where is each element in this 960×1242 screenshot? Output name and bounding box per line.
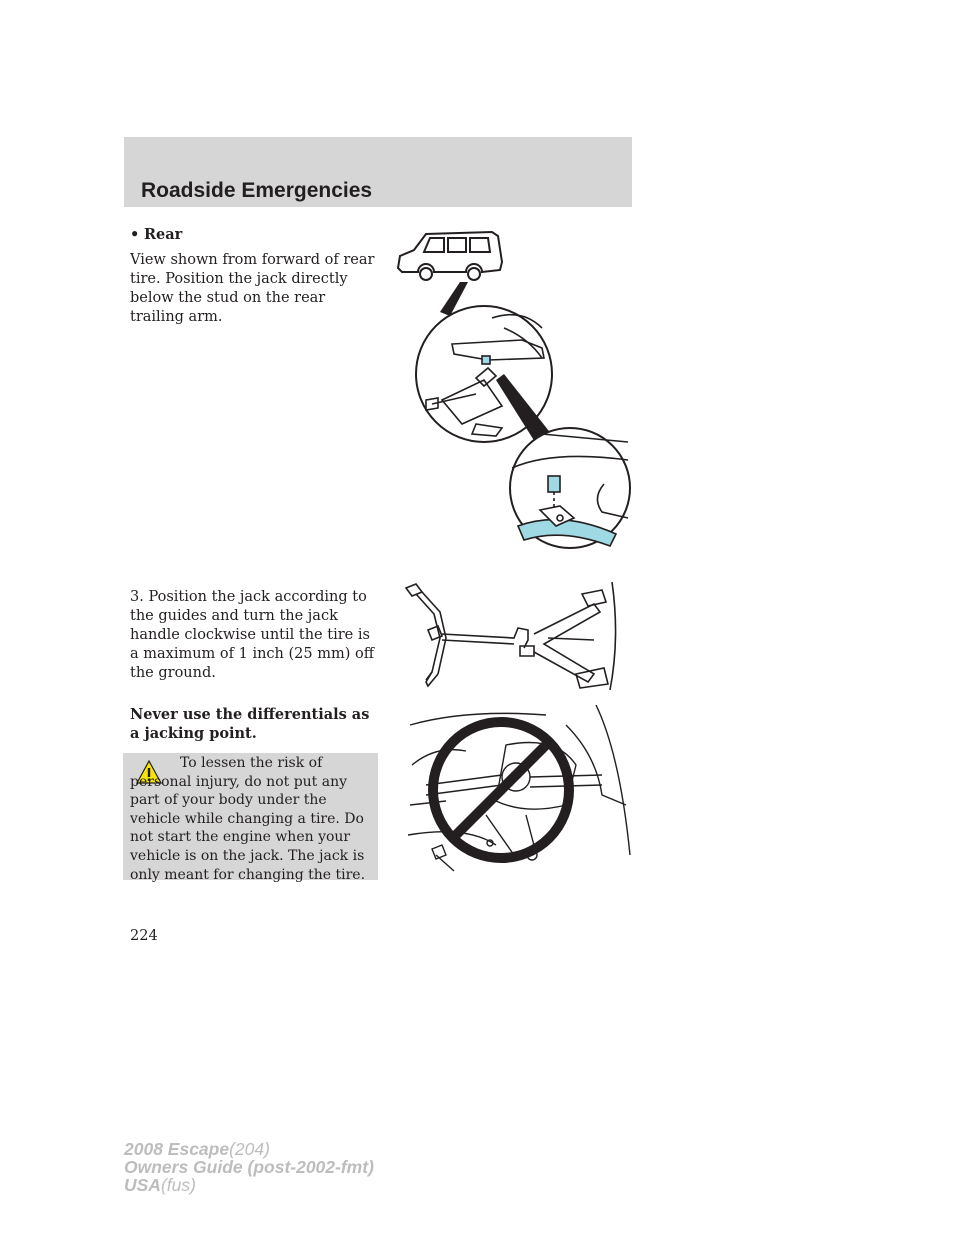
section-title: Roadside Emergencies bbox=[141, 179, 373, 202]
section-header bbox=[124, 137, 632, 207]
footer-line-2: Owners Guide (post-2002-fmt) bbox=[124, 1157, 374, 1177]
bullet-rear bbox=[130, 225, 182, 244]
bullet-label: Rear bbox=[144, 226, 183, 243]
footer-line-3: USA(fus) bbox=[124, 1175, 196, 1195]
suv-outline-icon bbox=[398, 232, 502, 280]
paragraph-rear: View shown from forward of rear tire. Position the jack directly below the stud on the rear trailing arm. bbox=[130, 252, 375, 325]
document-footer bbox=[124, 1140, 374, 1194]
paragraph-step-3: 3. Position the jack according to the guides and turn the jack handle clockwise until the tire is a maximum of 1 inch (25 mm) off the ground. bbox=[130, 589, 375, 681]
warning-text bbox=[130, 754, 374, 884]
rear-jack-point-figure bbox=[392, 228, 637, 550]
differential-prohibited-figure bbox=[406, 705, 636, 875]
warning-box bbox=[123, 753, 378, 883]
jack-stud-closeup bbox=[510, 428, 630, 548]
page-number: 224 bbox=[130, 928, 158, 944]
paragraph-differentials: Never use the differentials as a jacking point. bbox=[130, 706, 370, 742]
bullet-symbol: • bbox=[130, 226, 140, 243]
warning-message: To lessen the risk of personal injury, do not put any part of your body under the vehicle while changing a tire. Do not start the engine when your vehicle is on the jack. The jack is only meant for changing the tire. bbox=[130, 755, 366, 883]
scissor-jack-figure bbox=[398, 578, 620, 694]
footer-line-1: 2008 Escape(204) bbox=[124, 1139, 270, 1159]
jack-handle bbox=[406, 584, 422, 596]
